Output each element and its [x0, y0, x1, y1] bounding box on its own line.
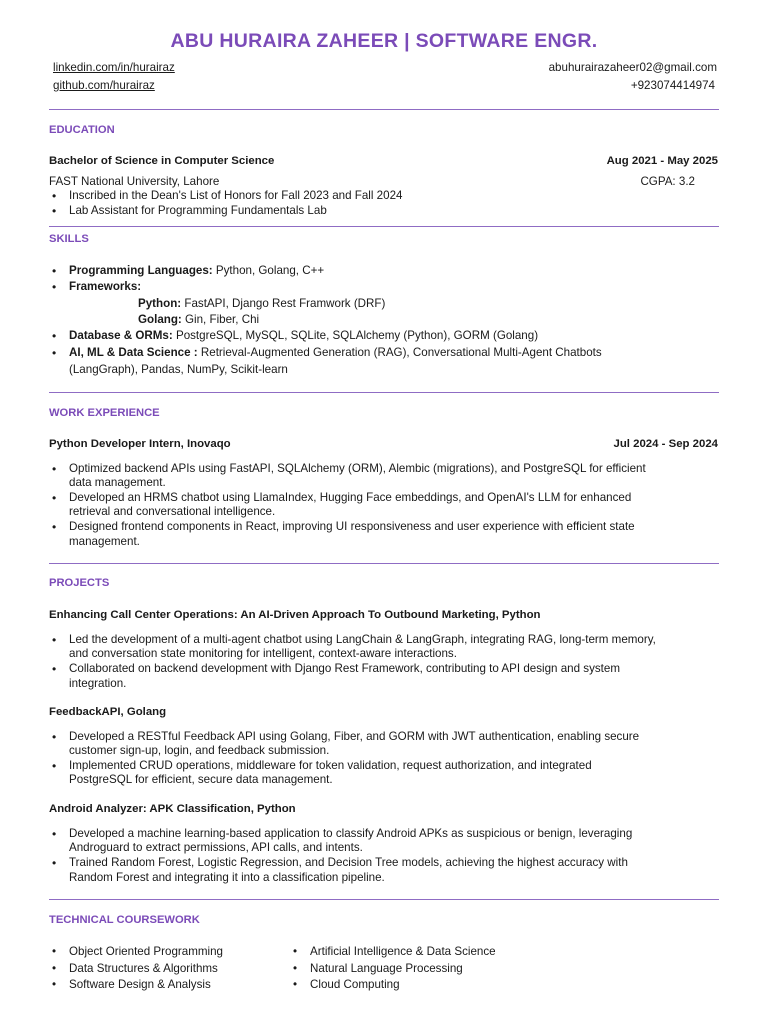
experience-heading: WORK EXPERIENCE [49, 407, 160, 419]
experience-bullet-text: data management. [69, 476, 166, 489]
section-divider [49, 392, 719, 393]
skill-frameworks [69, 280, 141, 293]
skill-value: Retrieval-Augmented Generation (RAG), Conversational Multi-Agent Chatbots [197, 346, 602, 359]
skills-heading: SKILLS [49, 233, 89, 245]
project-bullet-text: Developed a RESTful Feedback API using Golang, Fiber, and GORM with JWT authentication, enabling secure [69, 730, 640, 743]
education-dates: Aug 2021 - May 2025 [606, 155, 718, 167]
skill-frameworks-python [138, 297, 385, 310]
project-bullet-text: Random Forest and integrating it into a classification pipeline. [69, 871, 385, 884]
skill-label: Golang: [138, 313, 182, 326]
project-bullet-text: and conversation state monitoring for intelligent, context-aware interactions. [69, 647, 457, 660]
skill-label: AI, ML & Data Science : [69, 346, 198, 359]
experience-bullet-text: management. [69, 535, 140, 548]
education-bullet-text: Inscribed in the Dean's List of Honors for Fall 2023 and Fall 2024 [69, 189, 403, 202]
project-title: Android Analyzer: APK Classification, Python [49, 803, 296, 815]
candidate-name: ABU HURAIRA ZAHEER | SOFTWARE ENGR. [170, 30, 598, 52]
skill-label: Database & ORMs: [69, 329, 173, 342]
project-bullet-text: Developed a machine learning-based application to classify Android APKs as suspicious or benign, leveraging [69, 827, 633, 840]
skill-databases [69, 329, 538, 342]
project-bullet-text: Collaborated on backend development with Django Rest Framework, contributing to API design and system [69, 662, 621, 675]
skill-label: Programming Languages: [69, 264, 213, 277]
experience-bullet-text: Developed an HRMS chatbot using LlamaIndex, Hugging Face embeddings, and OpenAI's LLM for enhanced [69, 491, 632, 504]
experience-bullet-text: Optimized backend APIs using FastAPI, SQLAlchemy (ORM), Alembic (migrations), and PostgreSQL for efficient [69, 462, 646, 475]
project-bullet-text: integration. [69, 677, 127, 690]
cgpa: CGPA: 3.2 [640, 175, 695, 188]
linkedin-link[interactable]: linkedin.com/in/hurairaz [53, 61, 175, 74]
skill-value: PostgreSQL, MySQL, SQLite, SQLAlchemy (Python), GORM (Golang) [172, 329, 539, 342]
education-bullet-text: Lab Assistant for Programming Fundamentals Lab [69, 204, 327, 217]
course-item: • Object Oriented Programming [69, 945, 223, 958]
project-title: Enhancing Call Center Operations: An AI-Driven Approach To Outbound Marketing, Python [49, 609, 541, 621]
skill-label: Frameworks: [69, 280, 142, 293]
job-dates: Jul 2024 - Sep 2024 [613, 438, 718, 450]
skill-ai-ml-continued: (LangGraph), Pandas, NumPy, Scikit-learn [69, 363, 288, 376]
project-bullet-text: PostgreSQL for efficient, secure data management. [69, 773, 333, 786]
job-title: Python Developer Intern, Inovaqo [49, 438, 231, 450]
project-bullet-text: Led the development of a multi-agent chatbot using LangChain & LangGraph, integrating RAG, long-term memory, [69, 633, 656, 646]
github-link[interactable]: github.com/hurairaz [53, 79, 155, 92]
skill-frameworks-golang [138, 313, 259, 326]
project-bullet-text: Androguard to extract permissions, API calls, and intents. [69, 841, 363, 854]
section-divider [49, 109, 719, 110]
phone-number: +923074414974 [630, 79, 715, 92]
education-heading: EDUCATION [49, 124, 115, 136]
email-address: abuhurairazaheer02@gmail.com [548, 61, 717, 74]
experience-bullet-text: Designed frontend components in React, improving UI responsiveness and user experience with efficient state [69, 520, 635, 533]
projects-heading: PROJECTS [49, 577, 110, 589]
skill-label: Python: [138, 297, 182, 310]
course-item: • Natural Language Processing [310, 962, 463, 975]
coursework-heading: TECHNICAL COURSEWORK [49, 914, 200, 926]
section-divider [49, 226, 719, 227]
course-item: • Cloud Computing [310, 978, 400, 991]
section-divider [49, 563, 719, 564]
degree-title: Bachelor of Science in Computer Science [49, 155, 275, 167]
section-divider [49, 899, 719, 900]
course-item: • Artificial Intelligence & Data Science [310, 945, 496, 958]
skill-value: Gin, Fiber, Chi [181, 313, 260, 326]
skill-ai-ml [69, 346, 602, 359]
course-item: • Data Structures & Algorithms [69, 962, 218, 975]
skill-value: FastAPI, Django Rest Framwork (DRF) [181, 297, 386, 310]
course-item: • Software Design & Analysis [69, 978, 211, 991]
project-bullet-text: customer sign-up, login, and feedback submission. [69, 744, 330, 757]
university-name: FAST National University, Lahore [49, 175, 220, 188]
project-bullet-text: Implemented CRUD operations, middleware for token validation, request authorization, and integrated [69, 759, 592, 772]
experience-bullet-text: retrieval and conversational intelligence. [69, 505, 276, 518]
skill-languages [69, 264, 324, 277]
skill-value: Python, Golang, C++ [212, 264, 325, 277]
project-bullet-text: Trained Random Forest, Logistic Regression, and Decision Tree models, achieving the highest accuracy with [69, 856, 628, 869]
project-title: FeedbackAPI, Golang [49, 706, 167, 718]
